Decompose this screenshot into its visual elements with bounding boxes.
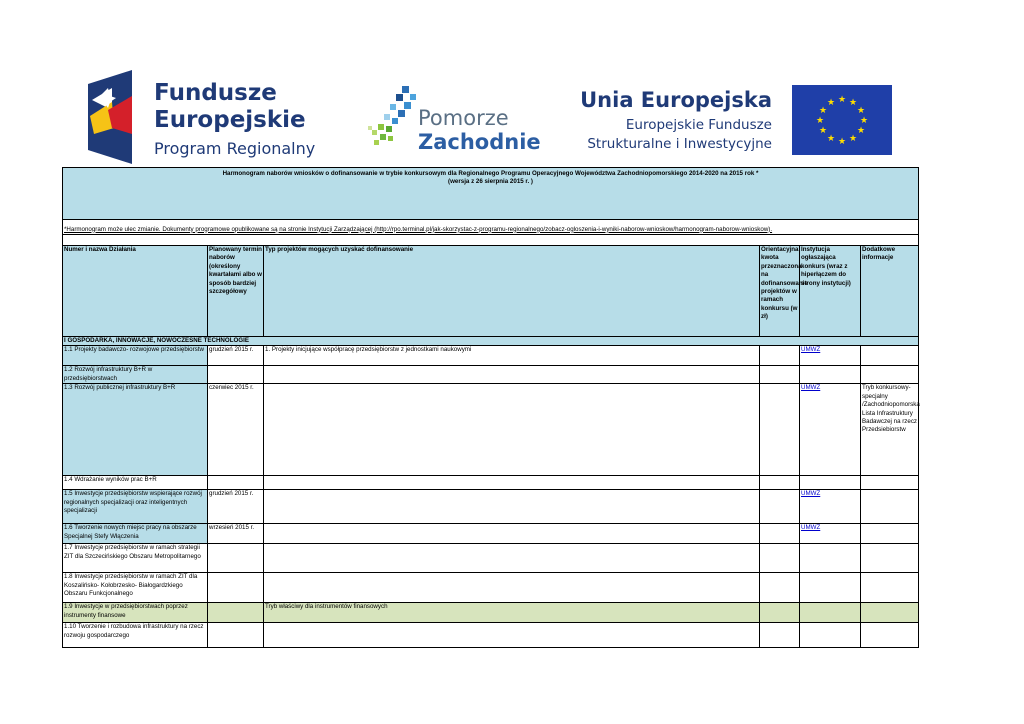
row-type bbox=[264, 476, 760, 490]
svg-text:★: ★ bbox=[848, 134, 858, 144]
row-term bbox=[208, 573, 264, 603]
svg-text:★: ★ bbox=[815, 116, 825, 126]
ue-logo-line1: Unia Europejska bbox=[580, 88, 772, 112]
table-row bbox=[63, 524, 919, 544]
table-row bbox=[63, 366, 919, 384]
title-row bbox=[63, 168, 919, 220]
row-type bbox=[264, 544, 760, 573]
table-row bbox=[63, 623, 919, 648]
svg-text:★: ★ bbox=[826, 98, 836, 108]
pz-logo-line1: Pomorze bbox=[418, 106, 509, 130]
umwz-link[interactable]: UMWZ bbox=[801, 346, 821, 354]
row-type bbox=[264, 623, 760, 648]
note-row bbox=[63, 220, 919, 235]
ue-logo-line2: Europejskie Fundusze bbox=[625, 117, 772, 133]
row-institution bbox=[800, 573, 861, 603]
row-amount bbox=[760, 476, 800, 490]
row-name: 1.4 Wdrażanie wyników prac B+R bbox=[63, 476, 208, 490]
fundusze-europejskie-logo bbox=[88, 70, 328, 166]
col-header-type: Typ projektów mogących uzyskać dofinansowanie bbox=[264, 246, 760, 337]
row-institution bbox=[800, 603, 861, 623]
row-info bbox=[861, 544, 919, 573]
row-name: 1.2 Rozwój infrastruktury B+R w przedsiębiorstwach bbox=[63, 366, 208, 384]
row-institution bbox=[800, 490, 861, 524]
row-name: 1.1 Projekty badawczo- rozwojowe przedsiębiorstw bbox=[63, 346, 208, 366]
col-header-amount: Orientacyjna kwota przeznaczona na dofinansowanie projektów w ramach konkursu (w zł) bbox=[760, 246, 800, 337]
unia-europejska-logo bbox=[578, 84, 898, 164]
row-amount bbox=[760, 603, 800, 623]
row-name: 1.3 Rozwój publicznej infrastruktury B+R bbox=[63, 384, 208, 476]
title-line1: Harmonogram naborów wniosków o dofinansowanie w trybie konkursowym dla Regionalnego Programu Operacyjnego Województwa Zachodniopomorskiego 2014-2020 na 2015 rok * bbox=[222, 170, 759, 177]
row-institution bbox=[800, 544, 861, 573]
row-term bbox=[208, 476, 264, 490]
column-header-row bbox=[63, 246, 919, 337]
row-type: Tryb właściwy dla instrumentów finansowych bbox=[264, 603, 760, 623]
svg-text:★: ★ bbox=[856, 126, 866, 136]
pz-pixel-mark-icon bbox=[368, 82, 420, 160]
row-name: 1.5 Inwestycje przedsiębiorstw wspierające rozwój regionalnych specjalizacji oraz inteligentnych specjalizacji bbox=[63, 490, 208, 524]
row-type bbox=[264, 524, 760, 544]
row-info bbox=[861, 603, 919, 623]
row-amount bbox=[760, 490, 800, 524]
row-institution bbox=[800, 524, 861, 544]
table-row bbox=[63, 346, 919, 366]
spacer-row bbox=[63, 235, 919, 246]
row-type: 1. Projekty inicjujące współpracę przedsiębiorstw z jednostkami naukowymi bbox=[264, 346, 760, 366]
row-term: grudzień 2015 r. bbox=[208, 346, 264, 366]
row-name: 1.6 Tworzenie nowych miejsc pracy na obszarze Specjalnej Stefy Włączenia bbox=[63, 524, 208, 544]
row-info bbox=[861, 524, 919, 544]
fe-logo-line1: Fundusze bbox=[154, 80, 277, 106]
fe-logo-line2: Europejskie bbox=[154, 107, 306, 133]
table-row bbox=[63, 490, 919, 524]
col-header-term: Planowany termin naborów (określony kwartałami albo w sposób bardziej szczegółowy bbox=[208, 246, 264, 337]
row-institution bbox=[800, 346, 861, 366]
svg-text:★: ★ bbox=[837, 95, 847, 105]
row-type bbox=[264, 384, 760, 476]
col-header-name: Numer i nazwa Działania bbox=[63, 246, 208, 337]
row-amount bbox=[760, 623, 800, 648]
row-term: grudzień 2015 r. bbox=[208, 490, 264, 524]
umwz-link[interactable]: UMWZ bbox=[801, 490, 821, 498]
row-institution bbox=[800, 366, 861, 384]
svg-text:★: ★ bbox=[818, 126, 828, 136]
pz-logo-line2: Zachodnie bbox=[418, 130, 541, 154]
row-term bbox=[208, 366, 264, 384]
row-name: 1.7 Inwestycje przedsiębiorstw w ramach strategii ZIT dla Szczecińskiego Obszaru Metropolitarnego bbox=[63, 544, 208, 573]
row-info bbox=[861, 346, 919, 366]
row-amount bbox=[760, 524, 800, 544]
row-info bbox=[861, 476, 919, 490]
row-amount bbox=[760, 366, 800, 384]
note-cell bbox=[63, 220, 919, 235]
col-header-institution: Instytucja ogłaszająca konkurs (wraz z hiperłączem do strony instytucji) bbox=[800, 246, 861, 337]
document-title bbox=[63, 168, 919, 220]
umwz-link[interactable]: UMWZ bbox=[801, 524, 821, 532]
row-type bbox=[264, 366, 760, 384]
row-name: 1.9 Inwestycje w przedsiębiorstwach poprzez instrumenty finansowe bbox=[63, 603, 208, 623]
section-title: I GOSPODARKA, INNOWACJE, NOWOCZESNE TECHNOLOGIE bbox=[63, 337, 919, 346]
table-row-finance bbox=[63, 603, 919, 623]
col-header-info: Dodatkowe informacje bbox=[861, 246, 919, 337]
row-institution bbox=[800, 476, 861, 490]
fe-flag-icon bbox=[88, 70, 136, 164]
harmonogram-table bbox=[62, 167, 919, 648]
row-term: wrzesień 2015 r. bbox=[208, 524, 264, 544]
row-term bbox=[208, 603, 264, 623]
note-text[interactable]: *Harmonogram może ulec zmianie. Dokumenty programowe opublikowane są na stronie Instytucji Zarządzającej (http://rpo.terminal.pl/jak-skorzystac-z-programu-regionalnego/zobacz-ogloszenia-i-wyniki-naborow-wnioskow/harmonogram-naborow-wnioskow). bbox=[64, 225, 773, 233]
svg-text:★: ★ bbox=[856, 106, 866, 116]
table-row bbox=[63, 476, 919, 490]
row-amount bbox=[760, 346, 800, 366]
row-info bbox=[861, 623, 919, 648]
eu-flag-icon bbox=[792, 85, 892, 155]
row-term bbox=[208, 544, 264, 573]
row-name: 1.10 Tworzenie i rozbudowa infrastruktury na rzecz rozwoju gospodarczego bbox=[63, 623, 208, 648]
row-amount bbox=[760, 544, 800, 573]
table-row bbox=[63, 384, 919, 476]
row-term bbox=[208, 623, 264, 648]
row-type bbox=[264, 573, 760, 603]
row-term: czerwiec 2015 r. bbox=[208, 384, 264, 476]
fe-logo-line3: Program Regionalny bbox=[154, 139, 316, 158]
row-institution bbox=[800, 384, 861, 476]
title-line2: (wersja z 26 sierpnia 2015 r. ) bbox=[448, 178, 533, 186]
svg-text:★: ★ bbox=[848, 98, 858, 108]
row-amount bbox=[760, 384, 800, 476]
pomorze-zachodnie-logo bbox=[368, 82, 548, 162]
row-info bbox=[861, 490, 919, 524]
row-type bbox=[264, 490, 760, 524]
ue-logo-line3: Strukturalne i Inwestycyjne bbox=[587, 136, 772, 152]
row-name: 1.8 Inwestycje przedsiębiorstw w ramach ZIT dla Koszalińsko- Kołobrzesko- Białogardzkiego Obszaru Funkcjonalnego bbox=[63, 573, 208, 603]
svg-text:★: ★ bbox=[826, 134, 836, 144]
row-info bbox=[861, 573, 919, 603]
harmonogram-table-wrapper bbox=[62, 167, 918, 648]
svg-text:★: ★ bbox=[837, 137, 847, 147]
row-info: Tryb konkursowy- specjalny /Zachodniopomorska Lista Infrastruktury Badawczej na rzecz Przedsiebiorstw bbox=[861, 384, 919, 476]
table-row bbox=[63, 544, 919, 573]
svg-text:★: ★ bbox=[818, 106, 828, 116]
table-row bbox=[63, 573, 919, 603]
spacer-cell bbox=[63, 235, 919, 246]
row-institution bbox=[800, 623, 861, 648]
row-info bbox=[861, 366, 919, 384]
umwz-link[interactable]: UMWZ bbox=[801, 384, 821, 392]
section-row bbox=[63, 337, 919, 346]
svg-text:★: ★ bbox=[859, 116, 869, 126]
row-amount bbox=[760, 573, 800, 603]
